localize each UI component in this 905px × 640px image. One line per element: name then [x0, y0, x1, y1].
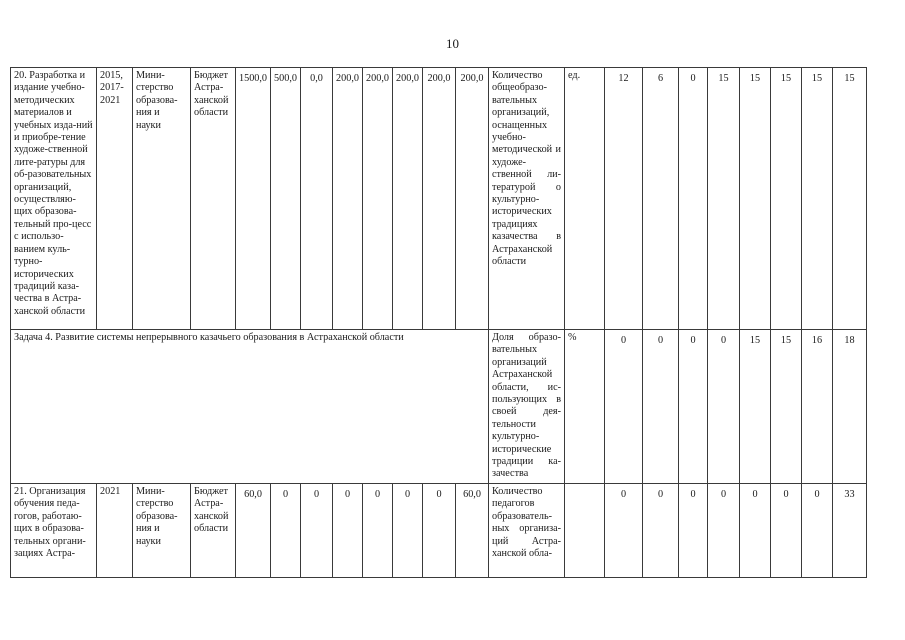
measure-21-indicator: Количество педагогов образователь-ных организа-ций Астра-ханской обла-: [489, 483, 565, 577]
measure-20-years: 2015, 2017-2021: [97, 68, 133, 330]
task-4-value-1: 0: [605, 330, 643, 484]
page-number: 10: [446, 36, 459, 51]
measure-20-unit: ед.: [565, 68, 605, 330]
measure-20-value-5: 15: [740, 68, 771, 330]
measure-21-value-5: 0: [740, 483, 771, 577]
measure-21-finance-3: 0: [301, 483, 333, 577]
measure-20-name: 20. Разработка и издание учебно-методических материалов и учебных изда-ний и приобре-тение художе-ственной лите-ратуры для об-разовательных организаций, осуществляю-щих образова-тельный про-цесс с использо-ванием куль-турно-исторических традиций каза-чества в Астра-ханской области: [11, 68, 97, 330]
task-4-value-4: 0: [708, 330, 740, 484]
measure-20-executor: Мини-стерство образова-ния и науки: [133, 68, 191, 330]
task-4-value-5: 15: [740, 330, 771, 484]
measure-20-value-7: 15: [802, 68, 833, 330]
table-row-measure-20: [11, 68, 867, 330]
task-4-indicator: Доля образо-вательных организаций Астраханской области, ис-пользующих в своей дея-тельности культурно-исторические традиции ка-зачества: [489, 330, 565, 484]
program-measures-table: [10, 67, 867, 578]
measure-21-value-4: 0: [708, 483, 740, 577]
measure-21-value-7: 0: [802, 483, 833, 577]
measure-20-finance-8: 200,0: [456, 68, 489, 330]
measure-21-finance-2: 0: [271, 483, 301, 577]
task-4-value-2: 0: [643, 330, 679, 484]
measure-20-source: Бюджет Астра-ханской области: [191, 68, 236, 330]
measure-21-value-1: 0: [605, 483, 643, 577]
measure-20-finance-6: 200,0: [393, 68, 423, 330]
table-row-measure-21: [11, 483, 867, 577]
measure-21-source: Бюджет Астра-ханской области: [191, 483, 236, 577]
task-4-unit: %: [565, 330, 605, 484]
measure-21-value-6: 0: [771, 483, 802, 577]
measure-20-finance-total: 1500,0: [236, 68, 271, 330]
measure-21-value-8: 33: [833, 483, 867, 577]
task-4-title: Задача 4. Развитие системы непрерывного казачьего образования в Астраханской области: [11, 330, 489, 484]
measure-21-finance-5: 0: [363, 483, 393, 577]
measure-21-finance-total: 60,0: [236, 483, 271, 577]
measure-21-unit: [565, 483, 605, 577]
table-row-task-4: [11, 330, 867, 484]
measure-21-finance-7: 0: [423, 483, 456, 577]
measure-20-value-8: 15: [833, 68, 867, 330]
task-4-value-3: 0: [679, 330, 708, 484]
measure-21-name: 21. Организация обучения педа-гогов, работаю-щих в образова-тельных органи-зациях Астра-: [11, 483, 97, 577]
task-4-value-8: 18: [833, 330, 867, 484]
measure-20-value-1: 12: [605, 68, 643, 330]
measure-21-finance-8: 60,0: [456, 483, 489, 577]
measure-21-years: 2021: [97, 483, 133, 577]
measure-21-finance-6: 0: [393, 483, 423, 577]
measure-20-value-3: 0: [679, 68, 708, 330]
measure-20-value-4: 15: [708, 68, 740, 330]
measure-21-executor: Мини-стерство образова-ния и науки: [133, 483, 191, 577]
measure-21-value-2: 0: [643, 483, 679, 577]
measure-20-indicator: Количество общеобразо-вательных организаций, оснащенных учебно-методической и художе-ственной ли-тературой о культурно-исторических традициях казачества в Астраханской области: [489, 68, 565, 330]
measure-20-finance-5: 200,0: [363, 68, 393, 330]
task-4-value-7: 16: [802, 330, 833, 484]
measure-20-finance-4: 200,0: [333, 68, 363, 330]
measure-21-finance-4: 0: [333, 483, 363, 577]
measure-20-finance-3: 0,0: [301, 68, 333, 330]
measure-20-finance-7: 200,0: [423, 68, 456, 330]
measure-20-value-2: 6: [643, 68, 679, 330]
measure-21-value-3: 0: [679, 483, 708, 577]
measure-20-finance-2: 500,0: [271, 68, 301, 330]
task-4-value-6: 15: [771, 330, 802, 484]
measure-20-value-6: 15: [771, 68, 802, 330]
